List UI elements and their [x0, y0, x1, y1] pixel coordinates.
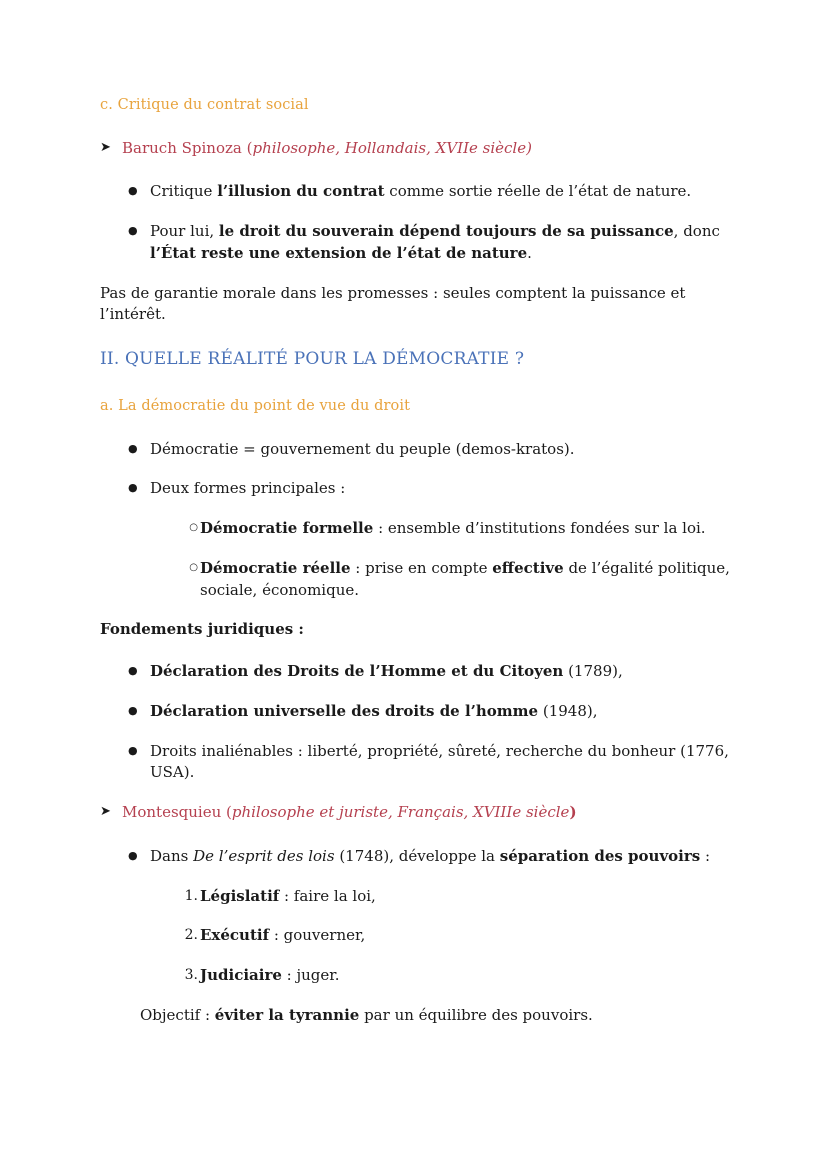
list-item-democratie-definition	[100, 439, 736, 461]
text-run: séparation des pouvoirs	[499, 846, 701, 865]
list-item-critique-illusion-contrat	[100, 181, 736, 203]
block-text	[200, 966, 340, 984]
text-run: effective	[492, 558, 564, 577]
bullet-disc-icon: ●	[128, 184, 138, 198]
text-run: II. QUELLE RÉALITÉ POUR LA DÉMOCRATIE ?	[100, 349, 525, 370]
list-item-droit-du-souverain	[100, 221, 736, 265]
bullet-disc-icon: ●	[128, 703, 138, 717]
block-text	[150, 182, 691, 200]
text-run: Déclaration universelle des droits de l’homme	[150, 701, 539, 720]
block-text	[200, 519, 706, 537]
text-run: a. La démocratie du point de vue du droit	[100, 398, 411, 414]
text-run: Critique	[150, 182, 218, 201]
text-run: l’État reste une extension de l’état de nature	[150, 243, 528, 262]
text-run: (1748), développe la	[334, 846, 500, 865]
text-run: l’illusion du contrat	[217, 182, 385, 201]
block-text	[150, 479, 345, 497]
list-item-declaration-universelle-droits-homme	[100, 701, 736, 723]
heading-la-democratie-du-point-de-vue-du-droit	[100, 397, 736, 417]
text-run: Pas de garantie morale dans les promesses : seules comptent la puissance et l’intérêt.	[100, 283, 686, 324]
bullet-disc-icon: ●	[128, 441, 138, 455]
text-run: : gouverner,	[269, 926, 366, 945]
text-run: Démocratie formelle	[200, 519, 374, 538]
text-run: comme sortie réelle de l’état de nature.	[384, 182, 692, 201]
block-text	[122, 139, 532, 157]
block-text	[100, 284, 685, 324]
list-number-marker: 3.	[184, 967, 198, 984]
list-number-marker: 2.	[184, 927, 198, 944]
arrow-bullet-icon: ➤	[100, 139, 111, 155]
bullet-disc-icon: ●	[128, 224, 138, 238]
text-run: Judiciaire	[200, 966, 282, 985]
bullet-circle-icon: ○	[189, 561, 198, 573]
paragraph-objectif-eviter-la-tyrannie	[100, 1005, 736, 1027]
text-run: , donc	[673, 222, 720, 241]
text-run: Démocratie = gouvernement du peuple (demos-kratos).	[150, 439, 575, 458]
text-run: : ensemble d’institutions fondées sur la loi.	[373, 519, 706, 538]
subheading-fondements-juridiques	[100, 619, 736, 641]
list-item-pouvoir-executif	[100, 925, 736, 947]
text-run: De l’esprit des lois	[193, 846, 335, 865]
text-run: Législatif	[200, 886, 280, 905]
text-run: Baruch Spinoza (	[122, 138, 253, 157]
block-text	[100, 349, 524, 369]
block-text	[200, 926, 365, 944]
text-run: )	[569, 803, 577, 822]
list-item-declaration-droits-homme-citoyen	[100, 661, 736, 683]
bullet-disc-icon: ●	[128, 481, 138, 495]
heading-critique-du-contrat-social	[100, 96, 736, 116]
list-item-deux-formes-principales	[100, 478, 736, 500]
bullet-disc-icon: ●	[128, 743, 138, 757]
list-item-de-lesprit-des-lois	[100, 846, 736, 868]
text-run: le droit du souverain dépend toujours de sa puissance	[218, 222, 674, 241]
text-run: Pour lui,	[150, 222, 219, 241]
philosopher-montesquieu	[100, 802, 736, 824]
block-text	[150, 742, 729, 782]
text-run: Objectif :	[140, 1005, 215, 1024]
text-run: Deux formes principales :	[150, 479, 346, 498]
list-number-marker: 1.	[184, 887, 198, 904]
block-text	[150, 847, 710, 865]
text-run: de l’égalité politique, sociale, économique.	[200, 558, 730, 599]
text-run: (1948),	[538, 701, 598, 720]
text-run: .	[527, 243, 532, 262]
text-run: philosophe et juriste, Français, XVIIIe siècle	[231, 803, 570, 822]
text-run: Fondements juridiques :	[100, 620, 304, 639]
philosopher-baruch-spinoza	[100, 138, 736, 160]
block-text	[100, 620, 304, 638]
block-text	[150, 662, 623, 680]
text-run: : faire la loi,	[279, 886, 376, 905]
list-item-democratie-reelle	[100, 558, 736, 602]
text-run: Exécutif	[200, 926, 270, 945]
list-item-democratie-formelle	[100, 518, 736, 540]
paragraph-pas-de-garantie-morale	[100, 283, 736, 327]
bullet-disc-icon: ●	[128, 664, 138, 678]
block-text	[100, 97, 309, 113]
text-run: philosophe, Hollandais, XVIIe siècle)	[252, 138, 532, 157]
text-run: : prise en compte	[350, 558, 493, 577]
bullet-disc-icon: ●	[128, 848, 138, 862]
block-text	[140, 1006, 593, 1024]
block-text	[200, 559, 730, 599]
block-text	[122, 803, 577, 821]
text-run: (1789),	[563, 662, 623, 681]
block-text	[150, 440, 575, 458]
text-run: Déclaration des Droits de l’Homme et du Citoyen	[150, 662, 564, 681]
block-text	[150, 222, 720, 262]
heading-quelle-realite-pour-la-democratie	[100, 348, 736, 371]
text-run: Dans	[150, 846, 194, 865]
text-run: Démocratie réelle	[200, 558, 351, 577]
text-run: :	[700, 846, 711, 865]
block-text	[100, 398, 410, 414]
text-run: par un équilibre des pouvoirs.	[359, 1005, 593, 1024]
text-run: c. Critique du contrat social	[100, 97, 309, 113]
block-text	[200, 887, 376, 905]
bullet-circle-icon: ○	[189, 522, 198, 534]
list-item-droits-inalienables	[100, 741, 736, 785]
text-run: : juger.	[281, 966, 340, 985]
text-run: éviter la tyrannie	[214, 1005, 360, 1024]
arrow-bullet-icon: ➤	[100, 804, 111, 820]
list-item-pouvoir-legislatif	[100, 886, 736, 908]
block-text	[150, 702, 598, 720]
text-run: Droits inaliénables : liberté, propriété, sûreté, recherche du bonheur (1776, USA).	[150, 741, 729, 782]
text-run: Montesquieu (	[122, 803, 232, 822]
document-content	[100, 96, 736, 1049]
list-item-pouvoir-judiciaire	[100, 965, 736, 987]
